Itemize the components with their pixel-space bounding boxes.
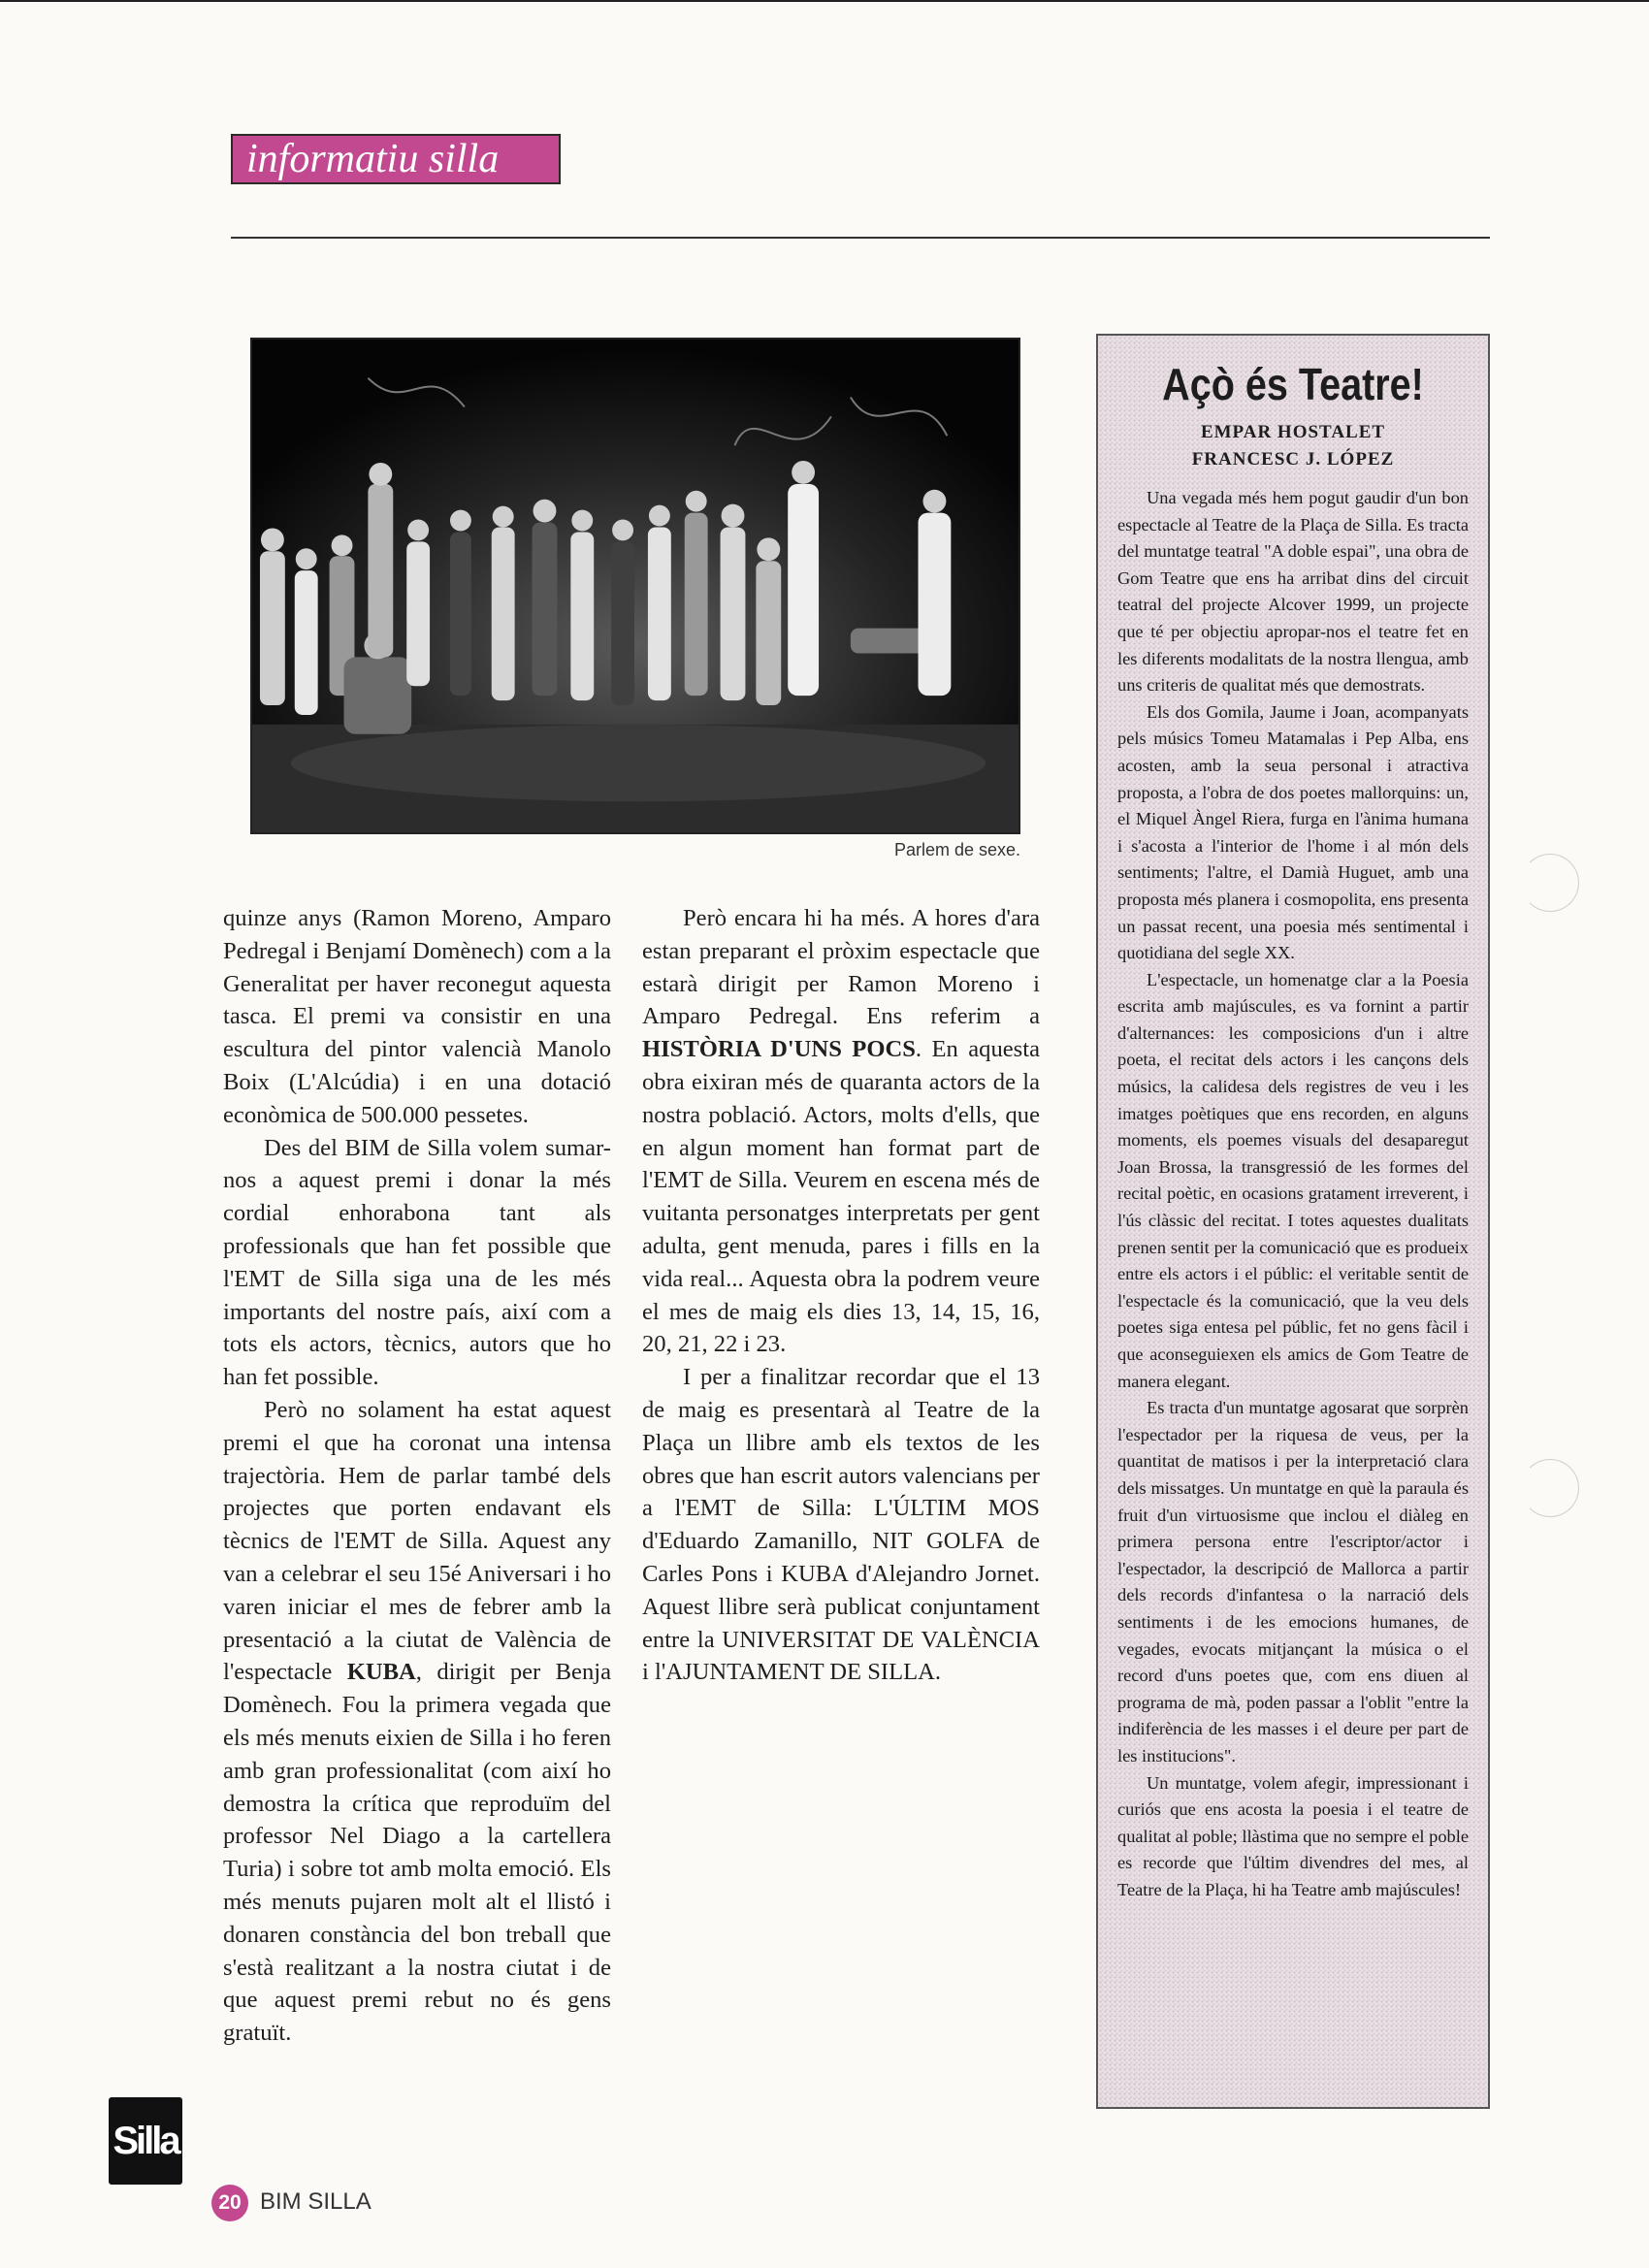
article-paragraph: I per a finalitzar recordar que el 13 de maig es presentarà al Teatre de la Plaça un llibre amb els textos de les obres que han escrit autors valencians per a l'EMT de Silla: L'ÚLTIM MOS d'Eduardo Zamanillo, NIT GOLFA de Carles Pons i KUBA d'Alejandro Jornet. Aquest llibre serà publicat conjuntament entre la UNIVERSITAT DE VALÈNCIA i l'AJUNTAMENT DE SILLA. bbox=[642, 1364, 1040, 1686]
header-divider bbox=[231, 237, 1490, 239]
sidebar-title: Açò és Teatre! bbox=[1162, 359, 1424, 409]
punch-hole-mark bbox=[1521, 854, 1579, 912]
article-text: Però encara hi ha més. A hores d'ara estan preparant el pròxim espectacle que estarà dirigit per Ramon Moreno i Amparo Pedregal. Ens referim a bbox=[642, 905, 1040, 1030]
sidebar-author: FRANCESC J. LÓPEZ bbox=[1191, 449, 1395, 470]
article-column-2 bbox=[642, 902, 1040, 1689]
sidebar-body bbox=[1117, 485, 1469, 1903]
show-title-historia: HISTÒRIA D'UNS POCS bbox=[642, 1036, 916, 1063]
sidebar-paragraph: Una vegada més hem pogut gaudir d'un bon espectacle al Teatre de la Plaça de Silla. Es tracta del muntatge teatral "A doble espai", una obra de Gom Teatre que ens ha arribat dins del circuit teatral del projecte Alcover 1999, un projecte que té per objectiu apropar-nos el teatre fet en les diferents modalitats de la nostra llengua, amb uns criteris de qualitat més que demostrats. bbox=[1117, 488, 1469, 696]
page-number-badge: 20 bbox=[211, 2185, 248, 2221]
article-paragraph bbox=[642, 902, 1040, 1361]
article-paragraph: quinze anys (Ramon Moreno, Amparo Pedregal i Benjamí Domènech) com a la Generalitat per haver reconegut aquesta tasca. El premi va consistir en una escultura del pintor valencià Manolo Boix (L'Alcúdia) i en una dotació econòmica de 500.000 pessetes. bbox=[223, 905, 611, 1128]
sidebar-paragraph: Un muntatge, volem afegir, impressionant i curiós que ens acosta la poesia i el teatre de qualitat al poble; llàstima que no sempre el poble es recorde que l'últim divendres del mes, al Teatre de la Plaça, hi ha Teatre amb majúscules! bbox=[1117, 1772, 1469, 1899]
article-text: . En aquesta obra eixiran més de quaranta actors de la nostra població. Actors, molts d'ells, que en algun moment han format part de l'EMT de Silla. Veurem en escena més de vuitanta personatges interpretats per gent adulta, gent menuda, pares i fills en la vida real... Aquesta obra la podrem veure el mes de maig els dies 13, 14, 15, 16, 20, 21, 22 i 23. bbox=[642, 1036, 1040, 1358]
stage-photo bbox=[250, 338, 1020, 834]
review-sidebar bbox=[1096, 334, 1490, 2109]
silla-logo: Silla bbox=[109, 2097, 182, 2185]
sidebar-paragraph: L'espectacle, un homenatge clar a la Poesia escrita amb majúscules, es va fornint a partir d'alternances: les composicions d'un i altre poeta, el recitat dels actors i les cançons dels músics, la calidesa dels registres de veu i les imatges poètiques que ens recorden, en alguns moments, els poemes visuals del desaparegut Joan Brossa, la transgressió de les formes del recital poètic, en ocasions gratament irreverent, i l'ús clàssic del recitat. I totes aquestes dualitats prenen sentit per la comunicació que es produeix entre els actors i el públic: el veritable sentit de l'espectacle és la comunicació, que la veu dels poetes siga entesa pel públic, fet no gens fàcil i que aconseguiexen els amics de Gom Teatre de manera elegant. bbox=[1117, 969, 1469, 1391]
show-title-kuba: KUBA bbox=[346, 1659, 416, 1686]
photo-caption: Parlem de sexe. bbox=[893, 840, 1020, 859]
theatre-cast-image bbox=[252, 340, 1018, 832]
sidebar-author: EMPAR HOSTALET bbox=[1200, 422, 1386, 442]
article-text: , dirigit per Benja Domènech. Fou la primera vegada que els més menuts eixien de Silla i ho feren amb gran professionalitat (com així ho demostra la crítica que reproduïm del professor Nel Diago a la cartellera Turia) i sobre tot amb molta emoció. Els més menuts pujaren molt alt el llistó i donaren constància del bon treball que s'està realitzant a la nostra ciutat i de que aquest premi rebut no és gens gratuït. bbox=[223, 1659, 611, 2047]
section-label: informatiu silla bbox=[231, 134, 561, 184]
sidebar-paragraph: Es tracta d'un muntatge agosarat que sorprèn l'espectador per la riquesa de veus, per la quantitat de matisos i per la interpretació clara dels missatges. Un muntatge en què la paraula és fruit d'un virtuosisme que inclou el diàleg en primera persona entre l'escriptor/actor i l'espectador, la descripció de Mallorca a partir dels records d'infantesa o la narració dels sentiments i de les emocions humanes, de vegades, evocats mitjançant la música o el record d'uns poetes que, com ens diuen al programa de mà, poden passar a l'oblit "entre la indiferència de les masses i el deure per part de les institucions". bbox=[1117, 1398, 1469, 1766]
top-border-rule bbox=[0, 0, 1649, 2]
article-column-1 bbox=[223, 902, 611, 2050]
magazine-name: BIM SILLA bbox=[260, 2188, 372, 2215]
article-text: Però no solament ha estat aquest premi el que ha coronat una intensa trajectòria. Hem de parlar també dels projectes que porten endavant els tècnics de l'EMT de Silla. Aquest any van a celebrar el seu 15é Aniversari i ho varen iniciar el mes de febrer amb la presentació a la ciutat de València de l'espectacle bbox=[223, 1396, 611, 1686]
article-paragraph bbox=[223, 1394, 611, 2050]
sidebar-paragraph: Els dos Gomila, Jaume i Joan, acompanyats pels músics Tomeu Matamalas i Pep Alba, ens acosten, amb la seua personal i atractiva proposta, a l'obra de dos poetes mallorquins: un, el Miquel Àngel Riera, furga en l'ànima humana i s'acosta a l'interior de l'home i al món dels sentiments; l'altre, el Damià Huguet, amb una proposta més planera i cosmopolita, ens presenta un passat recent, una poesia més sentimental i quotidiana del segle XX. bbox=[1117, 701, 1469, 963]
punch-hole-mark bbox=[1521, 1459, 1579, 1517]
article-paragraph: Des del BIM de Silla volem sumar-nos a aquest premi i donar la més cordial enhorabona tant als professionals que han fet possible que l'EMT de Silla siga una de les més importants del nostre país, així com a tots els actors, tècnics, autors que ho han fet possible. bbox=[223, 1134, 611, 1391]
